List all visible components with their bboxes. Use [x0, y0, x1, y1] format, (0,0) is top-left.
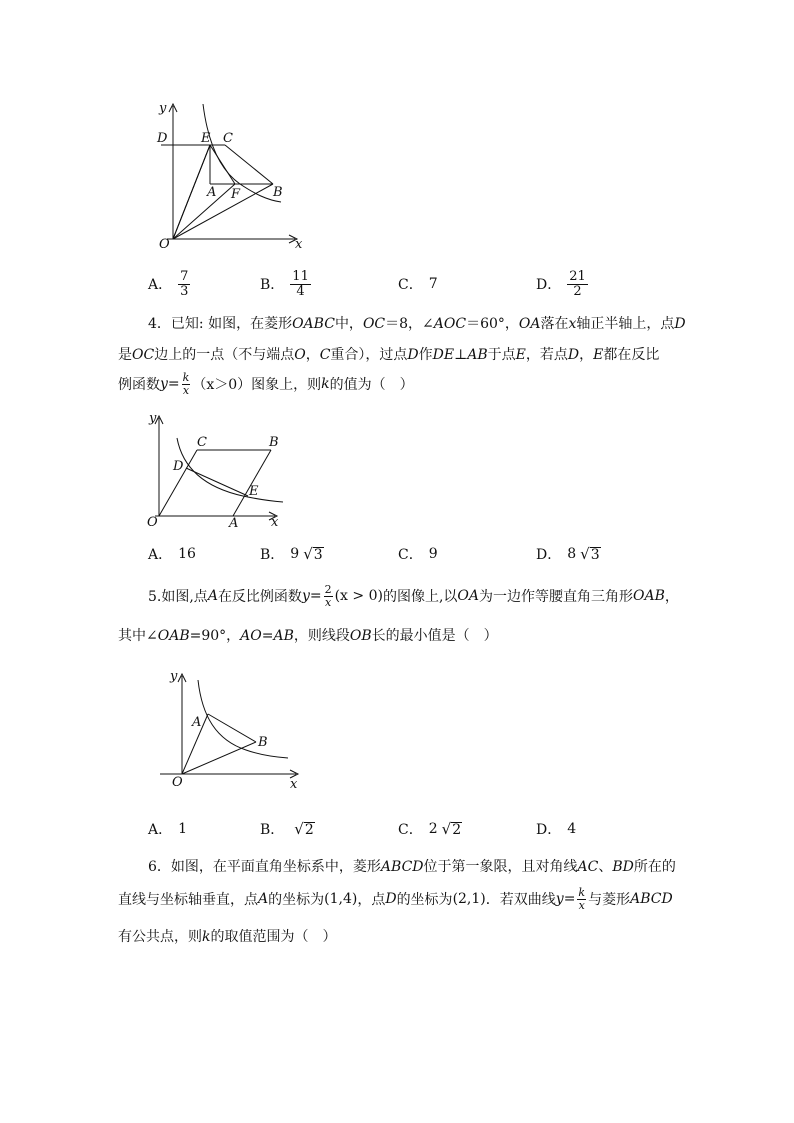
q4-line-2: 是OC边上的一点（不与端点O，C重合），过点D作DE⊥AB于点E，若点D，E都在反比 — [118, 347, 660, 363]
sqrt: √ 2 — [441, 820, 462, 838]
q5-side-AB — [208, 714, 256, 742]
option-letter: D． — [536, 277, 562, 293]
q4-label-y: y — [149, 411, 157, 426]
q3-label-F: F — [231, 187, 241, 202]
q3-line-OB — [173, 184, 273, 239]
option-letter: C． — [398, 277, 423, 293]
q5-line-1: 5.如图,点 A 在反比例函数 y = $\frac{2}{x}$ (x > 0) 的图像上,以 OA 为一边作等腰直角三角形 OAB ， — [148, 583, 679, 609]
numerator: 7 — [180, 268, 189, 284]
q4-label-D: D — [173, 459, 184, 474]
option-letter: B． — [260, 277, 285, 293]
option-letter: D． — [536, 822, 562, 838]
q4-label-C: C — [197, 435, 207, 450]
numerator: 21 — [569, 268, 586, 284]
q5-2-over-x: $\frac{2}{x}$ — [324, 583, 332, 609]
q4-side-BA — [233, 450, 271, 516]
q3-label-A: A — [207, 185, 217, 200]
q5-figure — [160, 664, 305, 792]
q3-label-O: O — [159, 237, 170, 252]
q4-figure — [145, 408, 290, 530]
q5-line-2: 其中∠OAB=90°，AO=AB，则线段OB长的最小值是（ ） — [118, 628, 498, 644]
sqrt: √ 3 — [303, 545, 323, 563]
option-value: 9 — [428, 546, 438, 562]
denominator: 2 — [573, 283, 582, 299]
q5-label-A: A — [192, 715, 202, 730]
option-coef: 9 — [290, 546, 300, 562]
q4-option-b[interactable] — [260, 536, 324, 572]
q3-label-x: x — [295, 237, 303, 252]
q3-option-b[interactable] — [260, 266, 311, 302]
q6-line-1: 6．如图，在平面直角坐标系中，菱形ABCD位于第一象限，且对角线AC、BD所在的 — [148, 859, 676, 875]
q3-line-OA — [173, 145, 210, 239]
q5-label-y: y — [170, 669, 178, 684]
numerator: 11 — [292, 268, 309, 284]
q5-option-b[interactable] — [260, 811, 315, 847]
q3-option-a[interactable] — [148, 266, 190, 302]
q4-option-d[interactable] — [536, 536, 601, 572]
q5-label-B: B — [258, 735, 268, 750]
denominator: 4 — [296, 283, 305, 299]
option-value: 4 — [567, 821, 577, 837]
q5-hyperbola — [198, 680, 288, 758]
q6-line-2: 直线与坐标轴垂直，点 A 的坐标为 (1,4) ，点 D 的坐标为 (2,1) ．若双曲线 y = $\frac{k}{x}$ 与菱形 ABCD — [118, 886, 673, 912]
q5-option-c[interactable] — [398, 811, 462, 847]
q4-k-over-x: $\frac{k}{x}$ — [182, 371, 190, 397]
option-coef: 2 — [428, 821, 438, 837]
q3-line-OF — [173, 184, 235, 239]
option-value: 1 — [178, 821, 188, 837]
option-letter: B． — [260, 547, 285, 563]
denominator: 3 — [180, 283, 189, 299]
q4-line-1: 4．已知: 如图，在菱形OABC中，OC＝8，∠AOC＝60°，OA落在x轴正半轴上，点D — [148, 316, 686, 332]
q4-label-B: B — [269, 435, 279, 450]
q3-label-D: D — [157, 131, 168, 146]
option-coef: 8 — [567, 546, 577, 562]
q4-label-A: A — [229, 516, 239, 530]
q4-options — [148, 536, 708, 572]
q5-label-O: O — [172, 775, 183, 790]
q5-options — [148, 811, 708, 847]
q3-label-y: y — [159, 101, 167, 116]
fraction — [290, 270, 311, 298]
fraction — [567, 270, 588, 298]
q5-option-d[interactable] — [536, 811, 576, 847]
q4-label-x: x — [271, 515, 279, 530]
q5-side-OB — [182, 742, 256, 774]
q5-option-a[interactable] — [148, 811, 187, 847]
q4-label-E: E — [249, 484, 259, 499]
option-letter: A． — [148, 277, 173, 293]
q4-hyperbola — [177, 438, 283, 502]
option-letter: B． — [260, 822, 285, 838]
option-letter: C． — [398, 547, 423, 563]
q3-options — [148, 266, 708, 302]
fraction — [178, 270, 190, 298]
option-value: 16 — [178, 546, 196, 562]
q6-k-over-x: $\frac{k}{x}$ — [578, 886, 586, 912]
sqrt: √ 2 — [294, 820, 314, 838]
q3-label-B: B — [273, 185, 283, 200]
q3-option-d[interactable] — [536, 266, 588, 302]
q3-figure — [145, 96, 315, 256]
q4-option-a[interactable] — [148, 536, 196, 572]
sqrt: √ 3 — [580, 545, 600, 563]
option-letter: A． — [148, 547, 173, 563]
option-letter: C． — [398, 822, 423, 838]
q3-label-C: C — [223, 131, 233, 146]
q6-line-3: 有公共点，则k的取值范围为（ ） — [118, 929, 337, 945]
q4-option-c[interactable] — [398, 536, 438, 572]
option-letter: D． — [536, 547, 562, 563]
q3-line-EF — [210, 145, 235, 184]
q3-label-E: E — [201, 131, 211, 146]
option-value: 7 — [428, 276, 438, 292]
q3-option-c[interactable] — [398, 266, 438, 302]
option-letter: A． — [148, 822, 173, 838]
q4-line-3: 例函数 y = $\frac{k}{x}$ （x＞0）图象上，则 k 的值为（ ） — [118, 371, 414, 397]
q4-label-O: O — [147, 515, 158, 530]
q5-label-x: x — [290, 777, 298, 792]
